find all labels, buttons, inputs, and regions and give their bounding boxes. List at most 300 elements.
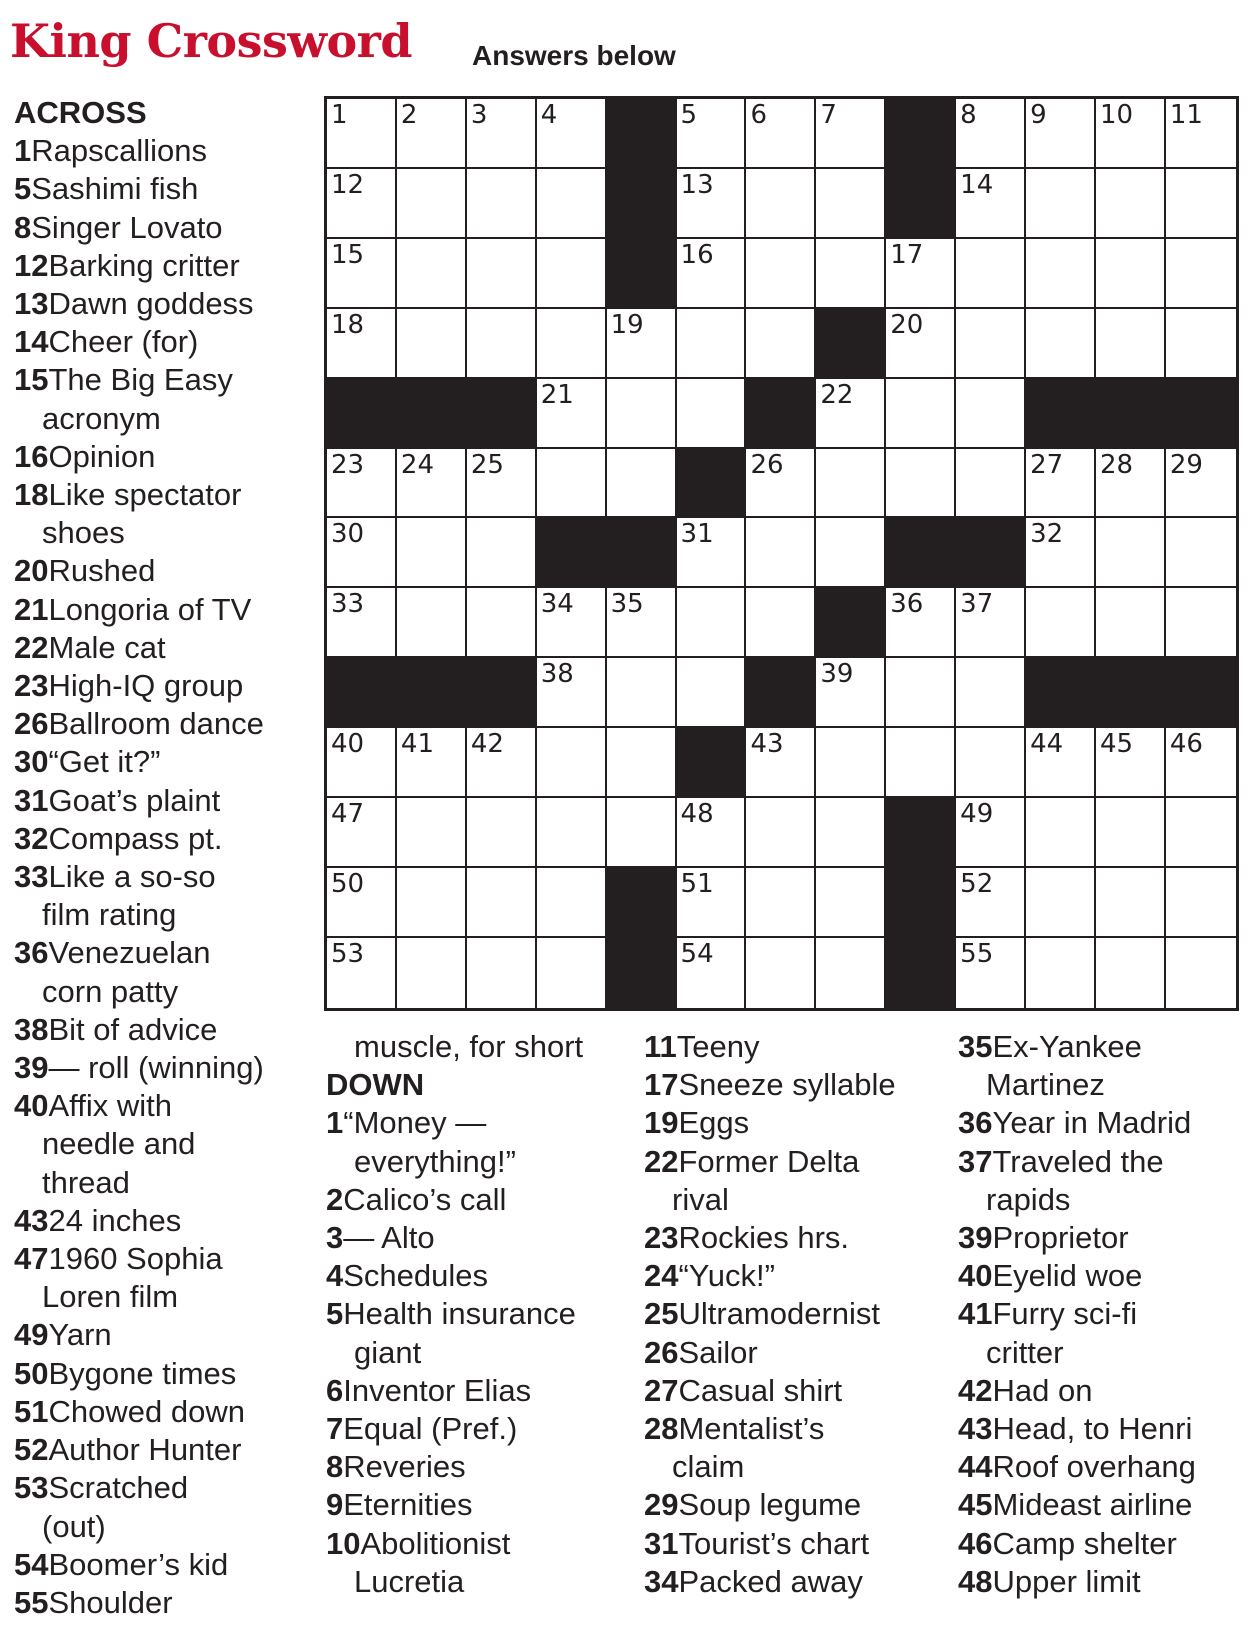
grid-cell[interactable]: [1166, 239, 1236, 309]
grid-cell[interactable]: [397, 239, 467, 309]
grid-cell[interactable]: [1166, 518, 1236, 588]
grid-cell[interactable]: [746, 309, 816, 379]
grid-cell[interactable]: [1166, 99, 1236, 169]
cell-number: 35: [610, 589, 644, 620]
clue: [644, 1066, 954, 1104]
grid-cell[interactable]: [956, 728, 1026, 798]
black-square: [607, 169, 677, 239]
clue: [14, 629, 314, 667]
grid-cell[interactable]: [1096, 309, 1166, 379]
clue-number: 44: [958, 1449, 993, 1485]
clue: [14, 1469, 314, 1545]
clue-number: 8: [326, 1449, 344, 1485]
clue-text: 1960 Sophia: [48, 1241, 223, 1277]
grid-cell[interactable]: [1026, 449, 1096, 519]
cell-number: 27: [1030, 449, 1064, 480]
clue-text: Ultramodernist: [678, 1296, 881, 1332]
clue-number: 39: [14, 1050, 49, 1086]
clue-number: 18: [14, 477, 49, 513]
grid-cell[interactable]: [1026, 868, 1096, 938]
cell-number: 47: [331, 799, 365, 830]
grid-cell[interactable]: [886, 239, 956, 309]
grid-cell[interactable]: [746, 518, 816, 588]
grid-cell[interactable]: [537, 868, 607, 938]
grid-cell[interactable]: [746, 239, 816, 309]
grid-cell[interactable]: [746, 728, 816, 798]
grid-cell[interactable]: [467, 868, 537, 938]
grid-cell[interactable]: [397, 868, 467, 938]
grid-cell[interactable]: [956, 449, 1026, 519]
grid-cell[interactable]: [397, 518, 467, 588]
clue-number: 37: [958, 1143, 993, 1179]
cell-number: 49: [960, 799, 994, 830]
clue-text: Boomer’s kid: [48, 1546, 229, 1582]
clue-number: 1: [14, 133, 32, 169]
grid-cell[interactable]: [677, 309, 747, 379]
black-square: [607, 99, 677, 169]
clue-text: Singer Lovato: [31, 209, 223, 245]
clue-text: Bit of advice: [48, 1011, 218, 1047]
grid-cell[interactable]: [816, 379, 886, 449]
grid-cell[interactable]: [327, 868, 397, 938]
clue-number: 22: [14, 629, 49, 665]
grid-cell[interactable]: [746, 169, 816, 239]
grid-cell[interactable]: [467, 99, 537, 169]
clue-number: 26: [14, 706, 49, 742]
grid-cell[interactable]: [537, 728, 607, 798]
grid-cell[interactable]: [816, 169, 886, 239]
clue-number: 10: [326, 1525, 361, 1561]
clue-text: Reveries: [343, 1449, 466, 1485]
grid-cell[interactable]: [677, 588, 747, 658]
grid-cell[interactable]: [537, 938, 607, 1008]
cell-number: 43: [750, 729, 784, 760]
clue: [958, 1295, 1258, 1371]
grid-cell[interactable]: [886, 728, 956, 798]
clue-text-continued: claim: [672, 1449, 745, 1485]
cell-number: 3: [470, 100, 488, 130]
grid-cell[interactable]: [467, 309, 537, 379]
grid-cell[interactable]: [956, 239, 1026, 309]
grid-cell[interactable]: [956, 938, 1026, 1008]
clue: [958, 1219, 1258, 1257]
grid-cell[interactable]: [1026, 99, 1096, 169]
clue-text: Abolitionist: [360, 1525, 511, 1561]
cell-number: 4: [540, 100, 558, 130]
clue-text: Scratched: [48, 1470, 189, 1506]
grid-cell[interactable]: [537, 449, 607, 519]
grid-cell[interactable]: [537, 379, 607, 449]
cell-number: 55: [960, 938, 994, 969]
grid-cell[interactable]: [327, 309, 397, 379]
grid-cell[interactable]: [467, 938, 537, 1008]
clue: [14, 170, 314, 208]
clue-text: Tourist’s chart: [678, 1525, 870, 1561]
crossword-grid: [324, 96, 1239, 1011]
clue: [14, 552, 314, 590]
grid-cell[interactable]: [816, 728, 886, 798]
grid-cell[interactable]: [327, 239, 397, 309]
black-square: [1026, 379, 1096, 449]
black-square: [1166, 658, 1236, 728]
grid-cell[interactable]: [397, 309, 467, 379]
black-square: [886, 518, 956, 588]
clue-text: Opinion: [48, 438, 156, 474]
across-clues-column: [14, 94, 314, 1622]
down-clues-column-3: [958, 1028, 1258, 1601]
grid-cell[interactable]: [327, 99, 397, 169]
grid-cell[interactable]: [327, 728, 397, 798]
grid-cell[interactable]: [677, 658, 747, 728]
black-square: [1096, 658, 1166, 728]
clue-number: 11: [644, 1029, 677, 1064]
black-square: [886, 99, 956, 169]
grid-cell[interactable]: [1166, 728, 1236, 798]
grid-cell[interactable]: [607, 379, 677, 449]
clue-text-continued: acronym: [42, 400, 161, 436]
grid-cell[interactable]: [327, 169, 397, 239]
grid-cell[interactable]: [816, 938, 886, 1008]
clue: [644, 1295, 954, 1333]
clue-text: Dawn goddess: [48, 286, 254, 321]
clue: [14, 247, 314, 285]
grid-cell[interactable]: [956, 309, 1026, 379]
cell-number: 42: [470, 729, 504, 760]
grid-cell[interactable]: [397, 449, 467, 519]
grid-cell[interactable]: [677, 868, 747, 938]
down-clues-column-1: [326, 1028, 636, 1601]
grid-cell[interactable]: [537, 239, 607, 309]
grid-cell[interactable]: [1166, 169, 1236, 239]
clue-text: Barking critter: [48, 247, 240, 283]
grid-cell[interactable]: [327, 938, 397, 1008]
grid-cell[interactable]: [816, 658, 886, 728]
grid-cell[interactable]: [1026, 798, 1096, 868]
clue: [644, 1334, 954, 1372]
grid-cell[interactable]: [1166, 449, 1236, 519]
clue-number: 8: [14, 209, 32, 245]
clue-number: 1: [326, 1105, 344, 1141]
grid-cell[interactable]: [886, 379, 956, 449]
clue-text: Mentalist’s: [678, 1411, 825, 1447]
grid-cell[interactable]: [397, 99, 467, 169]
grid-cell[interactable]: [607, 449, 677, 519]
grid-cell[interactable]: [327, 588, 397, 658]
clue: [14, 323, 314, 361]
clue-text: Bygone times: [48, 1355, 237, 1391]
grid-cell[interactable]: [956, 868, 1026, 938]
grid-cell[interactable]: [467, 169, 537, 239]
clue: [958, 1448, 1258, 1486]
clue-number: 39: [958, 1220, 993, 1256]
grid-cell[interactable]: [677, 379, 747, 449]
clue: [326, 1372, 636, 1410]
grid-cell[interactable]: [816, 868, 886, 938]
clue: [644, 1143, 954, 1219]
down-heading: DOWN: [326, 1067, 425, 1103]
clue-text: Former Delta: [678, 1143, 860, 1179]
grid-cell[interactable]: [607, 728, 677, 798]
clue-number: 22: [644, 1143, 679, 1179]
grid-cell[interactable]: [677, 518, 747, 588]
black-square: [1026, 658, 1096, 728]
clue-text-continued: everything!”: [354, 1143, 516, 1179]
grid-cell[interactable]: [1096, 728, 1166, 798]
grid-cell[interactable]: [816, 239, 886, 309]
clue-text-continued: needle and: [42, 1126, 196, 1162]
cell-number: 30: [331, 519, 365, 550]
clue-number: 13: [14, 286, 49, 321]
clue-number: 48: [958, 1563, 993, 1599]
grid-cell[interactable]: [467, 518, 537, 588]
grid-cell[interactable]: [1166, 588, 1236, 658]
clue-number: 50: [14, 1355, 49, 1391]
clue-text-continued: critter: [986, 1334, 1064, 1370]
grid-cell[interactable]: [886, 588, 956, 658]
grid-cell[interactable]: [467, 798, 537, 868]
clue: [326, 1525, 636, 1601]
cell-number: 33: [331, 589, 365, 620]
cell-number: 51: [680, 868, 714, 899]
grid-cell[interactable]: [746, 798, 816, 868]
grid-cell[interactable]: [327, 449, 397, 519]
grid-cell[interactable]: [1096, 798, 1166, 868]
clue: [644, 1028, 954, 1066]
grid-cell[interactable]: [1026, 518, 1096, 588]
cell-number: 5: [680, 100, 698, 130]
grid-cell[interactable]: [467, 449, 537, 519]
grid-cell[interactable]: [1026, 588, 1096, 658]
grid-cell[interactable]: [1166, 938, 1236, 1008]
cell-number: 54: [680, 938, 714, 969]
cell-number: 1: [331, 100, 348, 130]
grid-cell[interactable]: [397, 169, 467, 239]
clue: [326, 1104, 636, 1180]
grid-cell[interactable]: [956, 169, 1026, 239]
grid-cell[interactable]: [467, 728, 537, 798]
grid-cell[interactable]: [677, 99, 747, 169]
clue: [14, 1584, 314, 1622]
clue-number: 7: [326, 1411, 344, 1447]
clue: [958, 1410, 1258, 1448]
clue: [958, 1257, 1258, 1295]
grid-cell[interactable]: [1026, 728, 1096, 798]
clue-text: Calico’s call: [343, 1181, 507, 1217]
grid-cell[interactable]: [537, 309, 607, 379]
clue-text-continued: Lucretia: [354, 1563, 465, 1599]
grid-cell[interactable]: [956, 588, 1026, 658]
black-square: [956, 518, 1026, 588]
grid-cell[interactable]: [607, 588, 677, 658]
black-square: [816, 309, 886, 379]
clue: [958, 1563, 1258, 1601]
grid-cell[interactable]: [327, 798, 397, 868]
grid-cell[interactable]: [1096, 169, 1166, 239]
grid-cell[interactable]: [537, 169, 607, 239]
grid-cell[interactable]: [1096, 239, 1166, 309]
clue-text: Venezuelan: [48, 935, 211, 971]
grid-cell[interactable]: [397, 938, 467, 1008]
grid-cell[interactable]: [397, 798, 467, 868]
clue-number: 16: [14, 438, 49, 474]
clue: [14, 743, 314, 781]
clue: [326, 1448, 636, 1486]
clue-text: Author Hunter: [48, 1432, 242, 1468]
clue-text-continued: rival: [672, 1181, 729, 1217]
grid-cell[interactable]: [1096, 938, 1166, 1008]
grid-cell[interactable]: [1026, 938, 1096, 1008]
clue: [14, 132, 314, 170]
cell-number: 12: [331, 169, 365, 200]
grid-cell[interactable]: [816, 449, 886, 519]
grid-cell[interactable]: [746, 588, 816, 658]
clue-number: 17: [644, 1067, 679, 1103]
grid-cell[interactable]: [327, 518, 397, 588]
clue-number: 55: [14, 1584, 49, 1620]
grid-cell[interactable]: [1026, 169, 1096, 239]
cell-number: 38: [540, 659, 574, 690]
grid-cell[interactable]: [397, 588, 467, 658]
clue-number: 31: [644, 1525, 679, 1561]
clue-text: “Get it?”: [48, 744, 161, 780]
clue: [326, 1257, 636, 1295]
grid-cell[interactable]: [677, 169, 747, 239]
clue-number: 52: [14, 1432, 49, 1468]
grid-cell[interactable]: [746, 449, 816, 519]
grid-cell[interactable]: [1096, 518, 1166, 588]
clue: [14, 934, 314, 1010]
answers-note: Answers below: [472, 40, 676, 71]
grid-cell[interactable]: [1096, 99, 1166, 169]
grid-cell[interactable]: [607, 658, 677, 728]
cell-number: 28: [1099, 449, 1134, 480]
cell-number: 26: [750, 449, 784, 480]
clue: [14, 1240, 314, 1316]
grid-cell[interactable]: [677, 239, 747, 309]
grid-cell[interactable]: [1166, 309, 1236, 379]
clue-number: 33: [14, 859, 49, 895]
clue-text-continued: Loren film: [42, 1279, 179, 1315]
cell-number: 2: [400, 100, 418, 130]
clue-number: 29: [644, 1487, 679, 1523]
grid-cell[interactable]: [397, 728, 467, 798]
clue: [958, 1525, 1258, 1563]
clue: [644, 1410, 954, 1486]
grid-cell[interactable]: [956, 658, 1026, 728]
grid-cell[interactable]: [746, 938, 816, 1008]
grid-cell[interactable]: [746, 868, 816, 938]
clue-number: 23: [644, 1220, 679, 1256]
down-clue-list-2: [644, 1028, 954, 1601]
grid-cell[interactable]: [467, 588, 537, 658]
grid-cell[interactable]: [956, 798, 1026, 868]
clue: [644, 1372, 954, 1410]
clue-number: 46: [958, 1525, 993, 1561]
clue-text: Inventor Elias: [343, 1372, 532, 1408]
clue-text: Cheer (for): [48, 324, 199, 360]
clue-number: 40: [14, 1088, 49, 1124]
cell-number: 9: [1030, 100, 1047, 130]
black-square: [746, 658, 816, 728]
clue-number: 19: [644, 1105, 679, 1141]
grid-cell[interactable]: [607, 798, 677, 868]
grid-cell[interactable]: [677, 798, 747, 868]
clue-text-continued: Martinez: [986, 1067, 1105, 1103]
grid-cell[interactable]: [1096, 868, 1166, 938]
grid-cell[interactable]: [1026, 309, 1096, 379]
clue: [326, 1295, 636, 1371]
cell-number: 25: [470, 449, 504, 480]
grid-cell[interactable]: [816, 518, 886, 588]
clue-number: 26: [644, 1334, 679, 1370]
cell-number: 19: [610, 309, 644, 340]
cell-number: 23: [331, 449, 365, 480]
black-square: [397, 658, 467, 728]
black-square: [537, 518, 607, 588]
clue-text: Schedules: [343, 1258, 489, 1294]
clue-number: 51: [14, 1393, 49, 1429]
grid-cell[interactable]: [607, 309, 677, 379]
down-clues-column-2: [644, 1028, 954, 1601]
clue-text: “Money —: [343, 1105, 487, 1141]
grid-cell[interactable]: [886, 658, 956, 728]
clue: [14, 476, 314, 552]
cell-number: 36: [890, 589, 924, 620]
grid-cell[interactable]: [816, 99, 886, 169]
clue: [14, 1202, 314, 1240]
black-square: [886, 169, 956, 239]
grid-cell[interactable]: [886, 309, 956, 379]
grid-cell[interactable]: [1166, 868, 1236, 938]
grid-cell[interactable]: [537, 798, 607, 868]
grid-cell[interactable]: [746, 99, 816, 169]
grid-cell[interactable]: [537, 658, 607, 728]
cell-number: 11: [1169, 100, 1203, 130]
clue: [958, 1143, 1258, 1219]
grid-cell[interactable]: [537, 588, 607, 658]
grid-cell[interactable]: [677, 938, 747, 1008]
clue-number: 2: [326, 1181, 344, 1217]
grid-cell[interactable]: [956, 99, 1026, 169]
grid-cell[interactable]: [956, 379, 1026, 449]
clue-text-continued: film rating: [42, 897, 177, 933]
grid-cell[interactable]: [816, 798, 886, 868]
clue-text: Like a so-so: [48, 859, 216, 895]
grid-cell[interactable]: [1026, 239, 1096, 309]
grid-cell[interactable]: [467, 239, 537, 309]
grid-cell[interactable]: [1096, 588, 1166, 658]
black-square: [886, 938, 956, 1008]
grid-cell[interactable]: [886, 449, 956, 519]
clue-text: Eyelid woe: [992, 1258, 1143, 1294]
clue-number: 21: [14, 591, 49, 627]
cell-number: 20: [890, 309, 924, 340]
clue-number: 35: [958, 1029, 993, 1064]
clue: [14, 1049, 314, 1087]
clue-number: 5: [326, 1296, 344, 1332]
grid-cell[interactable]: [1096, 449, 1166, 519]
clue: [14, 1355, 314, 1393]
grid-cell[interactable]: [537, 99, 607, 169]
down-clue-list-3: [958, 1028, 1258, 1601]
grid-cell[interactable]: [1166, 798, 1236, 868]
down-clue-list-1: [326, 1104, 636, 1601]
clue-number: 28: [644, 1411, 679, 1447]
clue-text: Rockies hrs.: [678, 1220, 850, 1256]
cell-number: 24: [400, 449, 434, 480]
clue: [644, 1219, 954, 1257]
clue: [644, 1486, 954, 1524]
